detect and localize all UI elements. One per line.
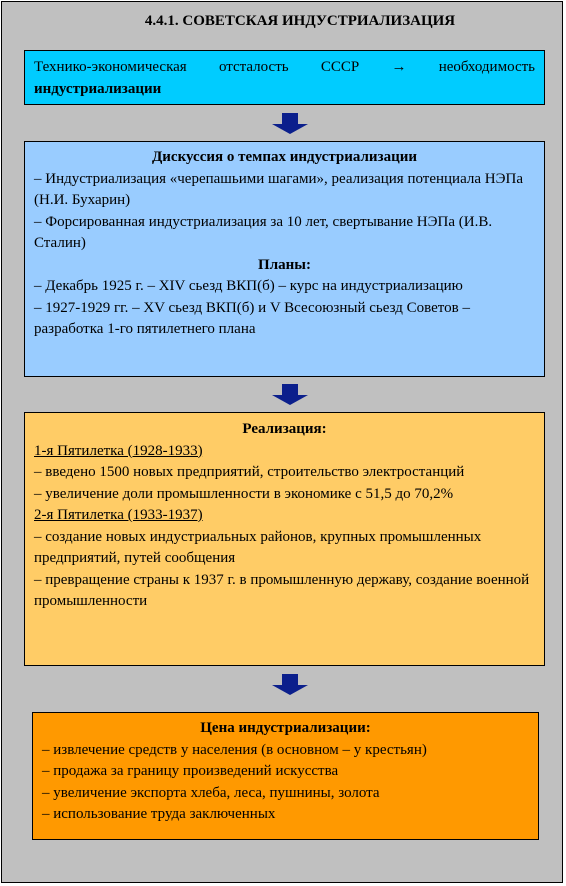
necessity-text: необходимость (438, 59, 536, 75)
discussion-item: – Индустриализация «черепашьими шагами», реализация потенциала НЭПа (Н.И. Бухарин) (34, 170, 523, 208)
cost-item: – использование труда заключенных (42, 806, 276, 822)
discussion-heading: Дискуссия о темпах индустриализации (151, 149, 418, 165)
plan-item: – 1927-1929 гг. – XV сьезд ВКП(б) и V Всесоюзный сьезд Советов – разработка 1-го пятилетнего плана (34, 299, 470, 337)
plans-heading: Планы: (258, 256, 311, 273)
down-arrow-icon (270, 113, 310, 135)
plan1-item: – увеличение доли промышленности в экономике с 51,5 до 70,2% (34, 485, 454, 502)
plan2-item: – превращение страны к 1937 г. в промышленную державу, создание военной промышленности (34, 571, 530, 609)
realization-heading: Реализация: (242, 421, 327, 437)
discussion-item: – Форсированная индустриализация за 10 лет, свертывание НЭПа (И.В. Сталин) (34, 213, 493, 251)
down-arrow-icon (270, 384, 310, 406)
plan2-item: – создание новых индустриальных районов, крупных промышленных предприятий, путей сообщения (34, 528, 482, 566)
five-year-plan-1-title: 1-я Пятилетка (1928-1933) (34, 442, 203, 459)
realization-box (24, 412, 545, 666)
discussion-box (24, 141, 545, 377)
cost-heading: Цена индустриализации: (200, 720, 371, 736)
cost-box (32, 712, 539, 840)
plan1-item: – введено 1500 новых предприятий, строительство электростанций (34, 464, 465, 480)
diagram-frame (1, 1, 563, 883)
backwardness-box (24, 50, 545, 105)
arrow-right-glyph: → (391, 59, 407, 75)
cost-item: – продажа за границу произведений искусства (42, 763, 339, 779)
cost-item: – извлечение средств у населения (в основном – у крестьян) (42, 741, 427, 758)
plan-item: – Декабрь 1925 г. – XIV сьезд ВКП(б) – курс на индустриализацию (34, 278, 463, 294)
down-arrow-icon (270, 674, 310, 696)
industrialization-bold-text: индустриализации (34, 80, 162, 97)
page-title: 4.4.1. СОВЕТСКАЯ ИНДУСТРИАЛИЗАЦИЯ (144, 13, 456, 29)
five-year-plan-2-title: 2-я Пятилетка (1933-1937) (34, 507, 203, 523)
cost-item: – увеличение экспорта хлеба, леса, пушнины, золота (42, 784, 380, 801)
backwardness-text: Технико-экономическая отсталость СССР (34, 59, 360, 75)
